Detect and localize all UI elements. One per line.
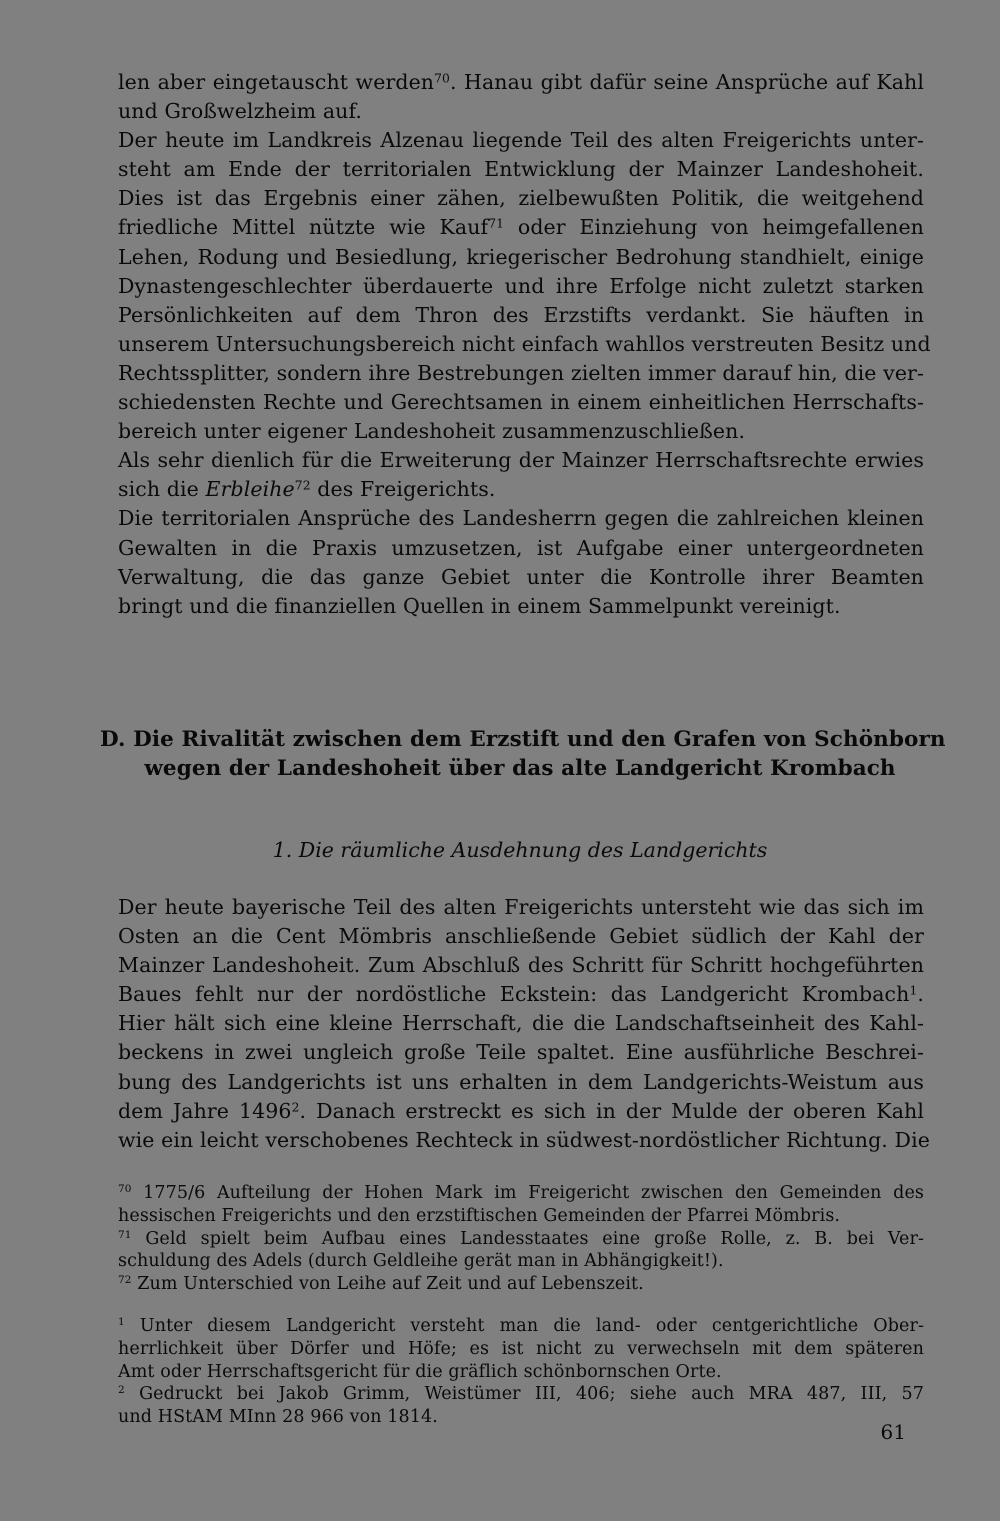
text-line: bung des Landgerichts ist uns erhalten in dem Landgerichts-Weistum aus xyxy=(118,1069,924,1094)
text-line: unserem Untersuchungsbereich nicht einfach wahllos verstreuten Besitz und xyxy=(118,331,931,356)
text-line: Dynastengeschlechter überdauerte und ihre Erfolge nicht zuletzt starken xyxy=(118,273,924,298)
text-line: Gewalten in die Praxis umzusetzen, ist Aufgabe einer untergeordneten xyxy=(118,535,924,560)
footnote-line: hessischen Freigerichts und den erzstiftischen Gemeinden der Pfarrei Mömbris. xyxy=(118,1205,841,1226)
footnote-ref: 2 xyxy=(291,1099,300,1114)
text-line: bringt und die finanziellen Quellen in einem Sammelpunkt vereinigt. xyxy=(118,593,841,618)
text-line: bereich unter eigener Landeshoheit zusammenzuschließen. xyxy=(118,419,746,444)
text-line: wie ein leicht verschobenes Rechteck in südwest-nordöstlicher Richtung. Die xyxy=(118,1127,930,1152)
footnote-ref: 70 xyxy=(434,71,450,86)
footnote-line: Amt oder Herrschaftsgericht für die gräflich schönbornschen Orte. xyxy=(118,1361,722,1382)
footnote-ref: 1 xyxy=(909,983,918,998)
text-line: Baues fehlt nur der nordöstliche Eckstein: das Landgericht Krombach$^1$. xyxy=(118,982,924,1007)
lower-text-block xyxy=(118,893,930,1155)
text-line: len aber eingetauscht werden$^{70}$. Hanau gibt dafür seine Ansprüche auf Kahl xyxy=(118,70,925,94)
text-line: friedliche Mittel nützte wie Kauf$^{71}$ oder Einziehung von heimgefallenen xyxy=(118,215,924,240)
text-line: Rechtssplitter, sondern ihre Bestrebungen zielten immer darauf hin, die ver- xyxy=(118,360,924,385)
footnote-line: $^2$ Gedruckt bei Jakob Grimm, Weistümer III, 406; siehe auch MRA 487, III, 57 xyxy=(118,1384,924,1405)
text-line: Als sehr dienlich für die Erweiterung der Mainzer Herrschaftsrechte erwies xyxy=(118,448,924,473)
footnote-mark: 1 xyxy=(118,1316,125,1329)
section-heading xyxy=(100,725,946,783)
text-line: sich die Erbleihe$^{72}$ des Freigerichts. xyxy=(118,477,496,502)
footnote-mark: 71 xyxy=(118,1228,132,1241)
footnotes-group-b xyxy=(118,1315,924,1429)
text-line: Der heute bayerische Teil des alten Freigerichts untersteht wie das sich im xyxy=(118,895,924,919)
page-number: 61 xyxy=(880,1420,906,1444)
section-heading-line: D. Die Rivalität zwischen dem Erzstift und den Grafen von Schönborn xyxy=(100,727,946,752)
text-line: Mainzer Landeshoheit. Zum Abschluß des Schritt für Schritt hochgeführten xyxy=(118,953,924,978)
footnote-mark: 2 xyxy=(118,1384,125,1397)
subsection-heading: 1. Die räumliche Ausdehnung des Landgerichts xyxy=(272,838,768,862)
text-line: Der heute im Landkreis Alzenau liegende Teil des alten Freigerichts unter- xyxy=(118,128,924,153)
text-line: Die territorialen Ansprüche des Landesherrn gegen die zahlreichen kleinen xyxy=(118,506,924,531)
upper-text-block xyxy=(118,68,931,621)
footnote-line: herrlichkeit über Dörfer und Höfe; es ist nicht zu verwechseln mit dem späteren xyxy=(118,1338,924,1359)
footnote-line: schuldung des Adels (durch Geldleihe gerät man in Abhängigkeit!). xyxy=(118,1251,724,1272)
footnote-line: $^{70}$ 1775/6 Aufteilung der Hohen Mark im Freigericht zwischen den Gemeinden des xyxy=(118,1183,924,1203)
section-heading-line: wegen der Landeshoheit über das alte Landgericht Krombach xyxy=(144,756,896,781)
text-line: und Großwelzheim auf. xyxy=(118,99,363,124)
text-line: schiedensten Rechte und Gerechtsamen in einem einheitlichen Herrschafts- xyxy=(118,390,924,415)
text-line: Verwaltung, die das ganze Gebiet unter die Kontrolle ihrer Beamten xyxy=(118,564,924,589)
footnote-line: $^{71}$ Geld spielt beim Aufbau eines Landesstaates eine große Rolle, z. B. bei Ver- xyxy=(118,1228,924,1249)
text-line: dem Jahre 1496$^2$. Danach erstreckt es sich in der Mulde der oberen Kahl xyxy=(118,1098,924,1123)
text-line: Lehen, Rodung und Besiedlung, kriegerischer Bedrohung standhielt, einige xyxy=(118,244,924,269)
footnote-mark: 70 xyxy=(118,1183,132,1196)
footnote-ref: 72 xyxy=(294,478,311,493)
text-line: Dies ist das Ergebnis einer zähen, zielbewußten Politik, die weitgehend xyxy=(118,186,924,211)
text-line: Hier hält sich eine kleine Herrschaft, die die Landschaftseinheit des Kahl- xyxy=(118,1011,924,1036)
text-line: Persönlichkeiten auf dem Thron des Erzstifts verdankt. Sie häuften in xyxy=(118,302,924,327)
text-line: steht am Ende der territorialen Entwicklung der Mainzer Landeshoheit. xyxy=(118,157,924,182)
footnote-line: $^{72}$ Zum Unterschied von Leihe auf Zeit und auf Lebenszeit. xyxy=(118,1274,644,1295)
text-line: beckens in zwei ungleich große Teile spaltet. Eine ausführliche Beschrei- xyxy=(118,1040,924,1065)
text-line: Osten an die Cent Mömbris anschließende Gebiet südlich der Kahl der xyxy=(118,924,924,949)
footnote-line: $^1$ Unter diesem Landgericht versteht man die land- oder centgerichtliche Ober- xyxy=(118,1316,924,1336)
footnotes-group-a xyxy=(118,1182,924,1296)
footnote-line: und HStAM MInn 28 966 von 1814. xyxy=(118,1407,438,1428)
footnote-ref: 71 xyxy=(488,216,505,231)
erbleihe-term: Erbleihe xyxy=(205,477,295,502)
footnote-mark: 72 xyxy=(118,1274,132,1287)
